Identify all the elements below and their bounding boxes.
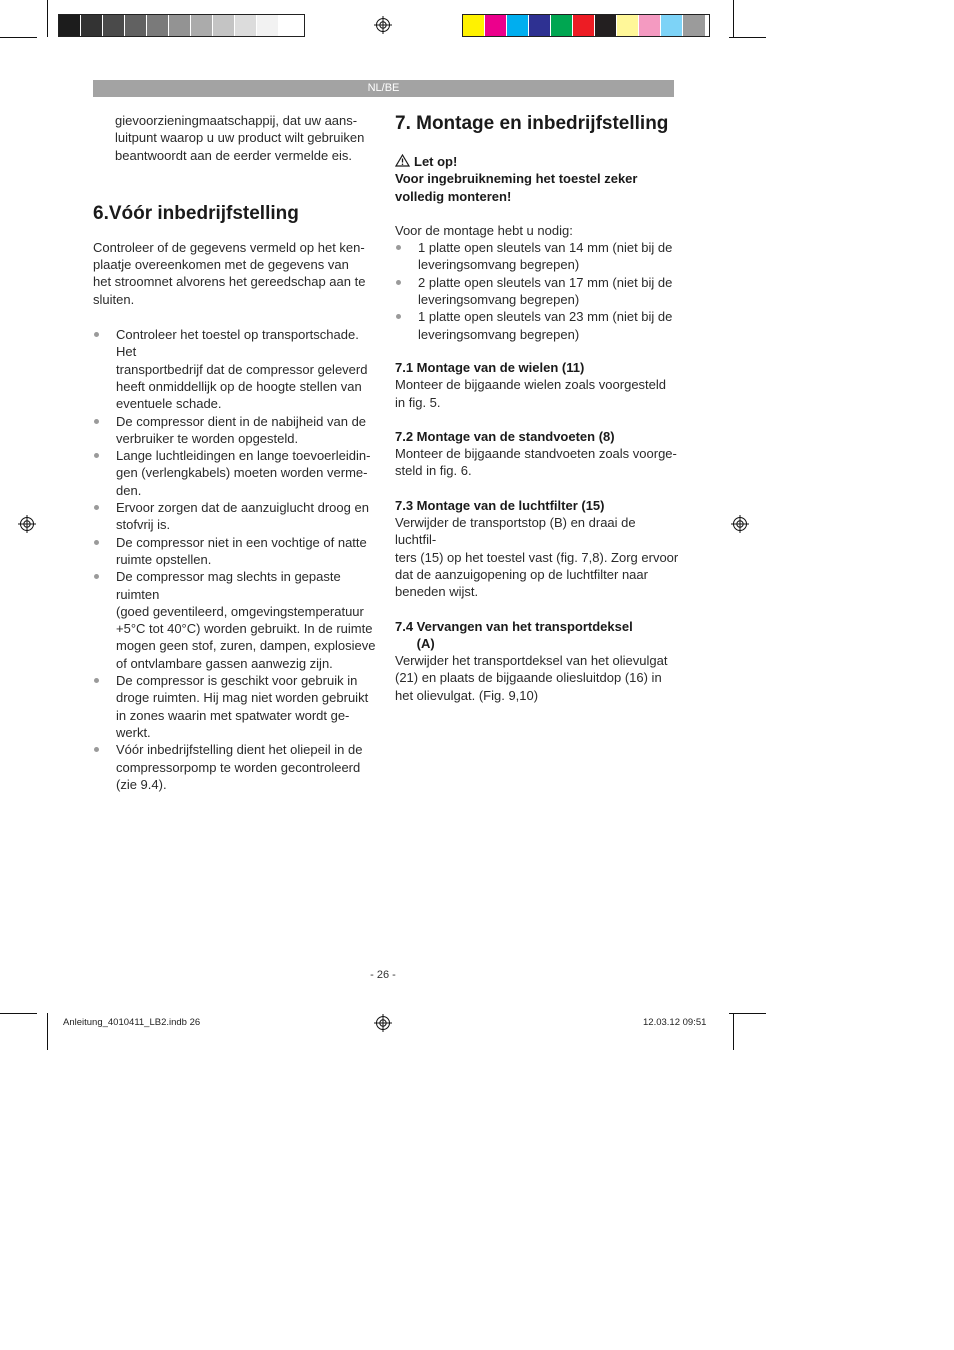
section-7-2-heading: 7.2 Montage van de standvoeten (8) <box>395 428 615 444</box>
warning-text: Voor ingebruikneming het toestel zeker volledig monteren! <box>395 171 638 204</box>
color-swatch <box>507 15 529 36</box>
left-column <box>93 112 378 793</box>
section-7-heading: 7. Montage en inbedrijfstelling <box>395 113 669 134</box>
tools-intro: Voor de montage hebt u nodig: <box>395 222 573 238</box>
color-swatch <box>191 15 213 36</box>
color-swatch <box>81 15 103 36</box>
color-swatch <box>125 15 147 36</box>
crop-mark <box>729 1013 766 1014</box>
intro-paragraph: gievoorzieningmaatschappij, dat uw aans- luitpunt waarop u uw product wilt gebruiken beantwoordt aan de eerder vermelde eis. <box>115 113 365 163</box>
registration-mark-icon <box>18 515 36 533</box>
section-6-heading: 6.Vóór inbedrijfstelling <box>93 202 299 224</box>
registration-mark-icon <box>731 515 749 533</box>
section-6-paragraph: Controleer of de gegevens vermeld op het ken- plaatje overeenkomen met de gegevens van het stroomnet alvorens het gereedschap aan te sluiten. <box>93 239 366 307</box>
section-7-4-text: Verwijder het transportdeksel van het olievulgat (21) en plaats de bijgaande oliesluitdop (16) in het olievulgat. (Fig. 9,10) <box>395 653 668 703</box>
section-7-3-text: Verwijder de transportstop (B) en draai de luchtfil- ters (15) op het toestel vast (fig. 7,8). Zorg ervoor dat de aanzuigopening op de luchtfilter naar beneden wijst. <box>395 515 679 600</box>
color-swatch <box>59 15 81 36</box>
color-swatch <box>103 15 125 36</box>
crop-mark <box>729 37 766 38</box>
tool-item: 1 platte open sleutels van 14 mm (niet bij de leveringsomvang begrepen) <box>395 239 680 274</box>
bullet-item: Vóór inbedrijfstelling dient het oliepeil in de compressorpomp te worden gecontroleerd (zie 9.4). <box>93 741 378 793</box>
color-swatch <box>639 15 661 36</box>
color-swatch <box>485 15 507 36</box>
color-swatch <box>463 15 485 36</box>
page-number: - 26 - <box>370 969 396 981</box>
color-swatch <box>213 15 235 36</box>
tool-item: 2 platte open sleutels van 17 mm (niet bij de leveringsomvang begrepen) <box>395 274 680 309</box>
warning-line <box>395 153 680 170</box>
color-swatch <box>551 15 573 36</box>
bullet-item: Lange luchtleidingen en lange toevoerleidin- gen (verlengkabels) moeten worden verme- den. <box>93 447 378 499</box>
crop-mark <box>733 0 734 37</box>
section-7-4-heading: 7.4 Vervangen van het transportdeksel (A) <box>395 618 633 651</box>
color-swatch <box>257 15 279 36</box>
bullet-item: De compressor niet in een vochtige of natte ruimte opstellen. <box>93 534 378 569</box>
crop-mark <box>0 1013 37 1014</box>
section-7-3-heading: 7.3 Montage van de luchtfilter (15) <box>395 497 605 513</box>
language-header-band: NL/BE <box>93 80 674 97</box>
grayscale-color-bar <box>58 14 305 37</box>
warning-triangle-icon <box>395 154 410 167</box>
bullet-item: Ervoor zorgen dat de aanzuiglucht droog en stofvrij is. <box>93 499 378 534</box>
section-7-1-heading: 7.1 Montage van de wielen (11) <box>395 359 585 375</box>
crop-mark <box>47 0 48 37</box>
bullet-item: De compressor dient in de nabijheid van de verbruiker te worden opgesteld. <box>93 413 378 448</box>
right-column <box>395 112 680 704</box>
color-swatch <box>573 15 595 36</box>
color-swatch <box>279 15 301 36</box>
tool-item: 1 platte open sleutels van 23 mm (niet bij de leveringsomvang begrepen) <box>395 308 680 343</box>
section-7-2-text: Monteer de bijgaande standvoeten zoals voorge- steld in fig. 6. <box>395 446 677 479</box>
slug-filename: Anleitung_4010411_LB2.indb 26 <box>63 1017 201 1028</box>
section-6-bullet-list <box>93 326 378 793</box>
color-swatch <box>147 15 169 36</box>
color-swatch <box>617 15 639 36</box>
color-swatch <box>595 15 617 36</box>
color-swatch <box>529 15 551 36</box>
bullet-item: De compressor mag slechts in gepaste ruimten (goed geventileerd, omgevingstemperatuur +5°C tot 40°C) worden gebruikt. In de ruimte mogen geen stof, zuren, dampen, explosieve of ontvlambare gassen aanwezig zijn. <box>93 568 378 672</box>
crop-mark <box>0 37 37 38</box>
tools-bullet-list <box>395 239 680 343</box>
bullet-item: Controleer het toestel op transportschade. Het transportbedrijf dat de compressor geleverd heeft onmiddellijk op de hoogte stellen van eventuele schade. <box>93 326 378 412</box>
warning-label: Let op! <box>414 154 458 169</box>
registration-mark-icon <box>374 16 392 34</box>
crop-mark <box>733 1013 734 1050</box>
color-swatch <box>661 15 683 36</box>
crop-mark <box>47 1013 48 1050</box>
slug-date: 12.03.12 09:51 <box>643 1017 707 1028</box>
color-swatch <box>683 15 705 36</box>
process-color-bar <box>462 14 710 37</box>
registration-mark-icon <box>374 1014 392 1032</box>
color-swatch <box>169 15 191 36</box>
section-7-1-text: Monteer de bijgaande wielen zoals voorgesteld in fig. 5. <box>395 377 667 410</box>
bullet-item: De compressor is geschikt voor gebruik in droge ruimten. Hij mag niet worden gebruikt in zones waarin met spatwater wordt ge- werkt. <box>93 672 378 741</box>
color-swatch <box>235 15 257 36</box>
